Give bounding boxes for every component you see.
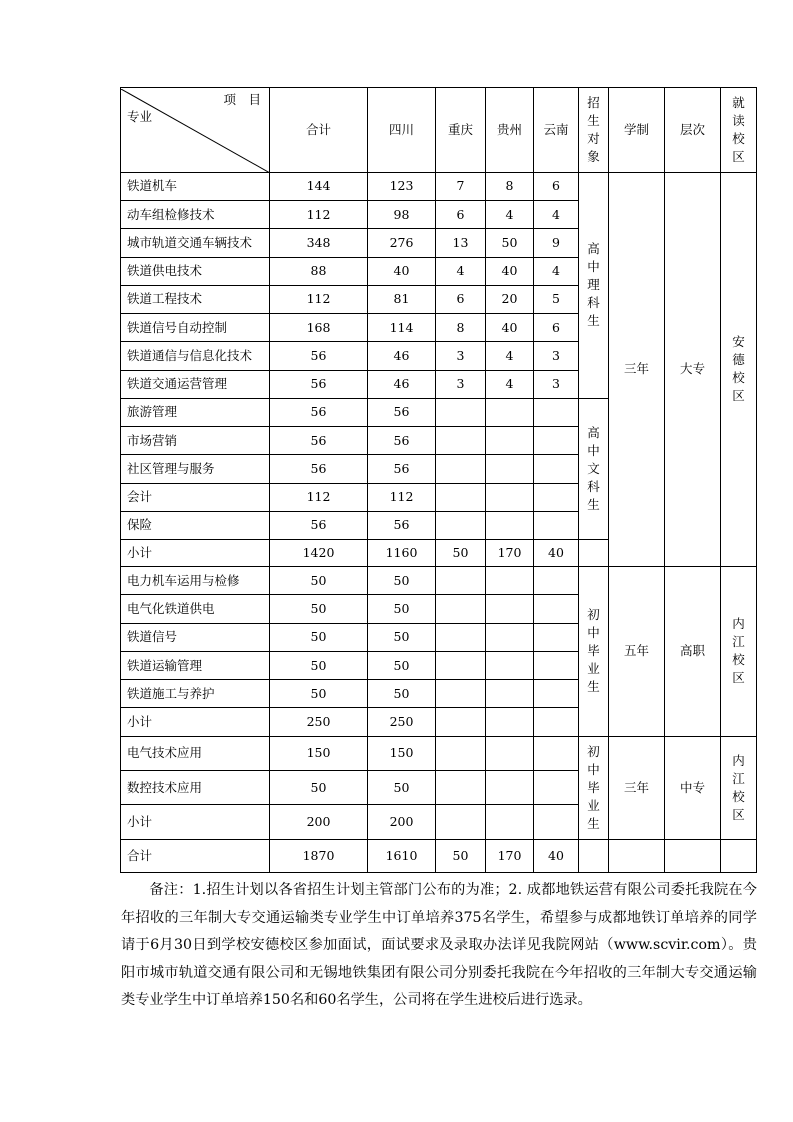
total-cell: 56 <box>270 511 368 539</box>
sichuan-cell: 250 <box>368 708 436 736</box>
diagonal-header-cell <box>121 88 270 173</box>
header-duration: 学制 <box>609 88 665 173</box>
sichuan-cell: 276 <box>368 229 436 257</box>
sichuan-cell: 46 <box>368 370 436 398</box>
major-name: 电气技术应用 <box>121 736 270 770</box>
table-row <box>121 172 757 200</box>
major-name: 铁道机车 <box>121 172 270 200</box>
duration-cell: 五年 <box>609 567 665 737</box>
major-name: 动车组检修技术 <box>121 201 270 229</box>
guizhou-cell <box>486 708 534 736</box>
header-item-label: 项 目 <box>223 91 261 107</box>
chongqing-cell <box>436 680 486 708</box>
campus-cell: 内 江 校 区 <box>721 736 757 839</box>
subtotal-label: 小计 <box>121 540 270 567</box>
sichuan-cell: 40 <box>368 257 436 285</box>
chongqing-cell <box>436 398 486 426</box>
sichuan-cell: 1160 <box>368 540 436 567</box>
major-name: 铁道信号自动控制 <box>121 314 270 342</box>
sichuan-cell: 50 <box>368 623 436 651</box>
chongqing-cell <box>436 427 486 455</box>
guizhou-cell: 4 <box>486 370 534 398</box>
chongqing-cell: 6 <box>436 285 486 313</box>
total-cell: 56 <box>270 342 368 370</box>
guizhou-cell: 170 <box>486 839 534 872</box>
yunnan-cell: 9 <box>534 229 579 257</box>
guizhou-cell: 4 <box>486 201 534 229</box>
major-name: 铁道通信与信息化技术 <box>121 342 270 370</box>
chongqing-cell <box>436 708 486 736</box>
total-cell: 50 <box>270 567 368 595</box>
chongqing-cell: 3 <box>436 342 486 370</box>
guizhou-cell: 8 <box>486 172 534 200</box>
yunnan-cell: 5 <box>534 285 579 313</box>
yunnan-cell <box>534 771 579 805</box>
sichuan-cell: 150 <box>368 736 436 770</box>
sichuan-cell: 123 <box>368 172 436 200</box>
target-science-cell: 高 中 理 科 生 <box>579 172 609 398</box>
major-name: 数控技术应用 <box>121 771 270 805</box>
major-name: 铁道工程技术 <box>121 285 270 313</box>
empty-cell <box>665 839 721 872</box>
yunnan-cell <box>534 483 579 511</box>
guizhou-cell <box>486 623 534 651</box>
yunnan-cell <box>534 651 579 679</box>
campus-cell: 内 江 校 区 <box>721 567 757 737</box>
header-row <box>121 88 757 173</box>
yunnan-cell: 4 <box>534 257 579 285</box>
guizhou-cell: 40 <box>486 257 534 285</box>
sichuan-cell: 1610 <box>368 839 436 872</box>
remarks-text: 备注：1.招生计划以各省招生计划主管部门公布的为准；2. 成都地铁运营有限公司委托我院在今年招收的三年制大专交通运输类专业学生中订单培养375名学生，希望参与成都地铁订单培养的同学请于6月30日到学校安德校区参加面试，面试要求及录取办法详见我院网站（www.scvir.com）。贵阳市城市轨道交通有限公司和无锡地铁集团有限公司分别委托我院在今年招收的三年制大专交通运输类专业学生中订单培养150名和60名学生，公司将在学生进校后进行选录。 <box>121 882 757 1009</box>
total-cell: 50 <box>270 623 368 651</box>
major-name: 铁道供电技术 <box>121 257 270 285</box>
yunnan-cell <box>534 511 579 539</box>
guizhou-cell: 40 <box>486 314 534 342</box>
sichuan-cell: 98 <box>368 201 436 229</box>
chongqing-cell <box>436 651 486 679</box>
major-name: 铁道信号 <box>121 623 270 651</box>
chongqing-cell: 4 <box>436 257 486 285</box>
sichuan-cell: 56 <box>368 427 436 455</box>
grand-total-row <box>121 839 757 872</box>
total-cell: 348 <box>270 229 368 257</box>
guizhou-cell: 170 <box>486 540 534 567</box>
major-name: 铁道运输管理 <box>121 651 270 679</box>
sichuan-cell: 56 <box>368 455 436 483</box>
guizhou-cell <box>486 805 534 839</box>
header-campus: 就 读 校 区 <box>721 88 757 173</box>
chongqing-cell: 8 <box>436 314 486 342</box>
empty-cell <box>721 839 757 872</box>
total-cell: 112 <box>270 201 368 229</box>
major-name: 会计 <box>121 483 270 511</box>
total-cell: 56 <box>270 398 368 426</box>
total-cell: 88 <box>270 257 368 285</box>
guizhou-cell <box>486 651 534 679</box>
guizhou-cell <box>486 736 534 770</box>
header-yunnan: 云南 <box>534 88 579 173</box>
major-name: 保险 <box>121 511 270 539</box>
yunnan-cell: 6 <box>534 314 579 342</box>
total-cell: 1420 <box>270 540 368 567</box>
major-name: 社区管理与服务 <box>121 455 270 483</box>
chongqing-cell <box>436 567 486 595</box>
sichuan-cell: 46 <box>368 342 436 370</box>
total-cell: 50 <box>270 595 368 623</box>
yunnan-cell <box>534 680 579 708</box>
duration-cell: 三年 <box>609 736 665 839</box>
guizhou-cell <box>486 427 534 455</box>
sichuan-cell: 56 <box>368 398 436 426</box>
sichuan-cell: 50 <box>368 680 436 708</box>
sichuan-cell: 81 <box>368 285 436 313</box>
major-name: 电气化铁道供电 <box>121 595 270 623</box>
guizhou-cell: 20 <box>486 285 534 313</box>
chongqing-cell <box>436 805 486 839</box>
total-cell: 50 <box>270 651 368 679</box>
target-empty-cell <box>579 540 609 567</box>
guizhou-cell <box>486 398 534 426</box>
total-cell: 144 <box>270 172 368 200</box>
total-cell: 56 <box>270 455 368 483</box>
major-name: 电力机车运用与检修 <box>121 567 270 595</box>
major-name: 铁道交通运营管理 <box>121 370 270 398</box>
yunnan-cell <box>534 567 579 595</box>
header-sichuan: 四川 <box>368 88 436 173</box>
sichuan-cell: 200 <box>368 805 436 839</box>
guizhou-cell <box>486 455 534 483</box>
yunnan-cell <box>534 708 579 736</box>
target-cell: 初 中 毕 业 生 <box>579 567 609 737</box>
level-cell: 大专 <box>665 172 721 566</box>
guizhou-cell <box>486 771 534 805</box>
yunnan-cell: 4 <box>534 201 579 229</box>
chongqing-cell <box>436 511 486 539</box>
header-guizhou: 贵州 <box>486 88 534 173</box>
major-name: 旅游管理 <box>121 398 270 426</box>
guizhou-cell: 4 <box>486 342 534 370</box>
major-name: 铁道施工与养护 <box>121 680 270 708</box>
chongqing-cell <box>436 483 486 511</box>
chongqing-cell: 7 <box>436 172 486 200</box>
chongqing-cell <box>436 736 486 770</box>
chongqing-cell: 13 <box>436 229 486 257</box>
yunnan-cell: 40 <box>534 540 579 567</box>
target-arts-cell: 高 中 文 科 生 <box>579 398 609 539</box>
yunnan-cell <box>534 623 579 651</box>
guizhou-cell <box>486 483 534 511</box>
empty-cell <box>579 839 609 872</box>
yunnan-cell <box>534 805 579 839</box>
chongqing-cell <box>436 455 486 483</box>
total-cell: 200 <box>270 805 368 839</box>
subtotal-label: 小计 <box>121 805 270 839</box>
total-cell: 50 <box>270 680 368 708</box>
chongqing-cell: 50 <box>436 839 486 872</box>
yunnan-cell: 40 <box>534 839 579 872</box>
chongqing-cell <box>436 623 486 651</box>
yunnan-cell: 3 <box>534 370 579 398</box>
sichuan-cell: 114 <box>368 314 436 342</box>
total-cell: 250 <box>270 708 368 736</box>
yunnan-cell <box>534 736 579 770</box>
enrollment-table <box>120 87 757 873</box>
chongqing-cell: 50 <box>436 540 486 567</box>
sichuan-cell: 112 <box>368 483 436 511</box>
remarks <box>121 877 757 1015</box>
total-cell: 50 <box>270 771 368 805</box>
header-target: 招 生 对 象 <box>579 88 609 173</box>
table-row <box>121 567 757 595</box>
header-chongqing: 重庆 <box>436 88 486 173</box>
total-cell: 150 <box>270 736 368 770</box>
major-name: 市场营销 <box>121 427 270 455</box>
subtotal-label: 小计 <box>121 708 270 736</box>
guizhou-cell: 50 <box>486 229 534 257</box>
sichuan-cell: 50 <box>368 567 436 595</box>
chongqing-cell <box>436 771 486 805</box>
total-cell: 168 <box>270 314 368 342</box>
yunnan-cell <box>534 455 579 483</box>
sichuan-cell: 56 <box>368 511 436 539</box>
yunnan-cell: 6 <box>534 172 579 200</box>
total-cell: 1870 <box>270 839 368 872</box>
sichuan-cell: 50 <box>368 771 436 805</box>
sichuan-cell: 50 <box>368 595 436 623</box>
chongqing-cell <box>436 595 486 623</box>
guizhou-cell <box>486 567 534 595</box>
header-level: 层次 <box>665 88 721 173</box>
guizhou-cell <box>486 595 534 623</box>
chongqing-cell: 3 <box>436 370 486 398</box>
total-cell: 112 <box>270 483 368 511</box>
grand-total-label: 合计 <box>121 839 270 872</box>
total-cell: 112 <box>270 285 368 313</box>
yunnan-cell <box>534 595 579 623</box>
duration-cell: 三年 <box>609 172 665 566</box>
table-row <box>121 736 757 770</box>
chongqing-cell: 6 <box>436 201 486 229</box>
total-cell: 56 <box>270 427 368 455</box>
major-name: 城市轨道交通车辆技术 <box>121 229 270 257</box>
level-cell: 高职 <box>665 567 721 737</box>
total-cell: 56 <box>270 370 368 398</box>
target-cell: 初 中 毕 业 生 <box>579 736 609 839</box>
guizhou-cell <box>486 680 534 708</box>
header-major-label: 专业 <box>127 108 153 124</box>
level-cell: 中专 <box>665 736 721 839</box>
header-total: 合计 <box>270 88 368 173</box>
yunnan-cell <box>534 398 579 426</box>
campus-cell: 安 德 校 区 <box>721 172 757 566</box>
yunnan-cell: 3 <box>534 342 579 370</box>
guizhou-cell <box>486 511 534 539</box>
yunnan-cell <box>534 427 579 455</box>
empty-cell <box>609 839 665 872</box>
sichuan-cell: 50 <box>368 651 436 679</box>
